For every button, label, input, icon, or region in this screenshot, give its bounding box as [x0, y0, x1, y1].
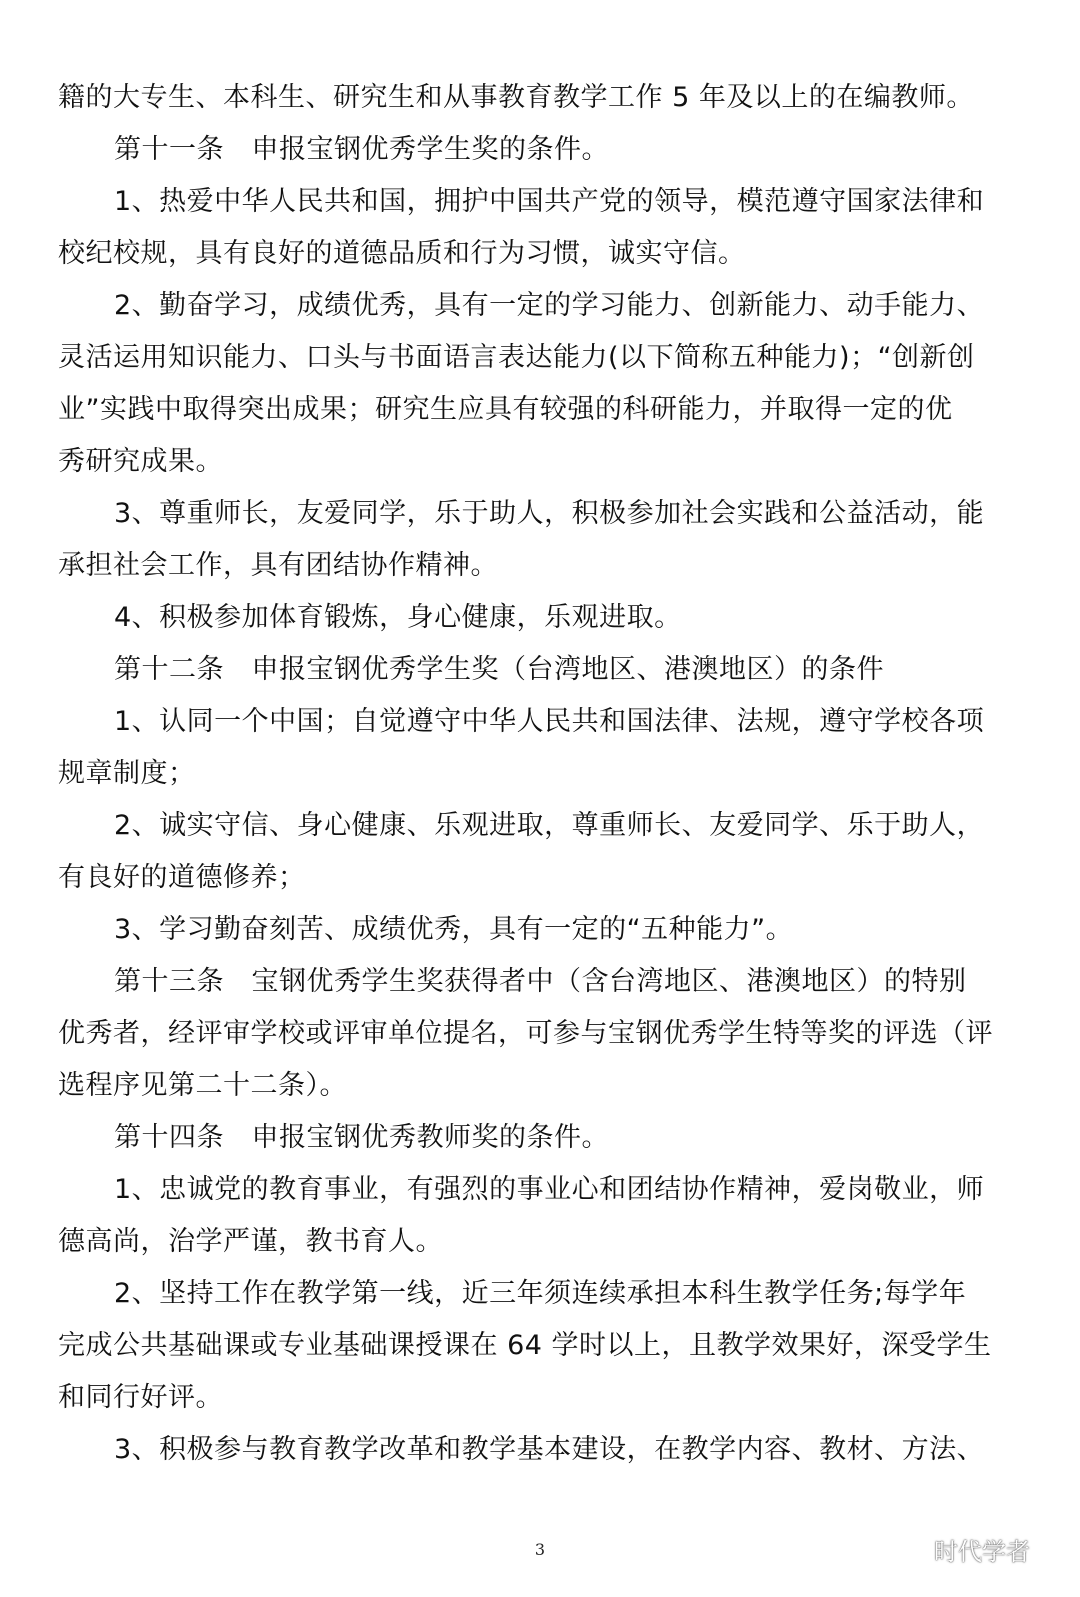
text-line: 完成公共基础课或专业基础课授课在 64 学时以上，且教学效果好，深受学生	[58, 1330, 992, 1361]
text-line: 3、学习勤奋刻苦、成绩优秀，具有一定的“五种能力”。	[114, 914, 794, 945]
text-line: 1、认同一个中国；自觉遵守中华人民共和国法律、法规，遵守学校各项	[114, 706, 985, 737]
text-line: 校纪校规，具有良好的道德品质和行为习惯，诚实守信。	[58, 238, 746, 269]
wechat-icon	[898, 1537, 928, 1563]
text-line: 规章制度；	[58, 758, 196, 789]
watermark	[898, 1532, 1030, 1567]
text-line: 第十二条 申报宝钢优秀学生奖（台湾地区、港澳地区）的条件	[114, 654, 884, 685]
text-line: 有良好的道德修养；	[58, 862, 306, 893]
text-line: 第十四条 申报宝钢优秀教师奖的条件。	[114, 1122, 609, 1153]
text-line: 2、勤奋学习，成绩优秀，具有一定的学习能力、创新能力、动手能力、	[114, 290, 985, 321]
text-line: 和同行好评。	[58, 1382, 223, 1413]
text-line: 籍的大专生、本科生、研究生和从事教育教学工作 5 年及以上的在编教师。	[58, 82, 974, 113]
watermark-text: 时代学者	[934, 1538, 1030, 1566]
page-number: 3	[534, 1540, 546, 1559]
text-line: 3、尊重师长，友爱同学，乐于助人，积极参加社会实践和公益活动，能	[114, 498, 985, 529]
text-line: 德高尚，治学严谨，教书育人。	[58, 1226, 443, 1257]
text-line: 1、忠诚党的教育事业，有强烈的事业心和团结协作精神，爱岗敬业，师	[114, 1174, 985, 1205]
text-line: 灵活运用知识能力、口头与书面语言表达能力(以下简称五种能力)；“创新创	[58, 342, 975, 373]
text-line: 2、诚实守信、身心健康、乐观进取，尊重师长、友爱同学、乐于助人，	[114, 810, 985, 841]
text-line: 1、热爱中华人民共和国，拥护中国共产党的领导，模范遵守国家法律和	[114, 186, 985, 217]
text-line: 业”实践中取得突出成果；研究生应具有较强的科研能力，并取得一定的优	[58, 394, 953, 425]
text-line: 秀研究成果。	[58, 446, 223, 477]
text-line: 3、积极参与教育教学改革和教学基本建设，在教学内容、教材、方法、	[114, 1434, 985, 1465]
text-line: 第十三条 宝钢优秀学生奖获得者中（含台湾地区、港澳地区）的特别	[114, 966, 967, 997]
text-line: 优秀者，经评审学校或评审单位提名，可参与宝钢优秀学生特等奖的评选（评	[58, 1018, 993, 1049]
text-line: 第十一条 申报宝钢优秀学生奖的条件。	[114, 134, 609, 165]
text-line: 选程序见第二十二条）。	[58, 1070, 347, 1101]
document-body	[58, 72, 1020, 1476]
text-line: 承担社会工作，具有团结协作精神。	[58, 550, 498, 581]
text-line: 4、积极参加体育锻炼，身心健康，乐观进取。	[114, 602, 682, 633]
text-line: 2、坚持工作在教学第一线，近三年须连续承担本科生教学任务;每学年	[114, 1278, 967, 1309]
